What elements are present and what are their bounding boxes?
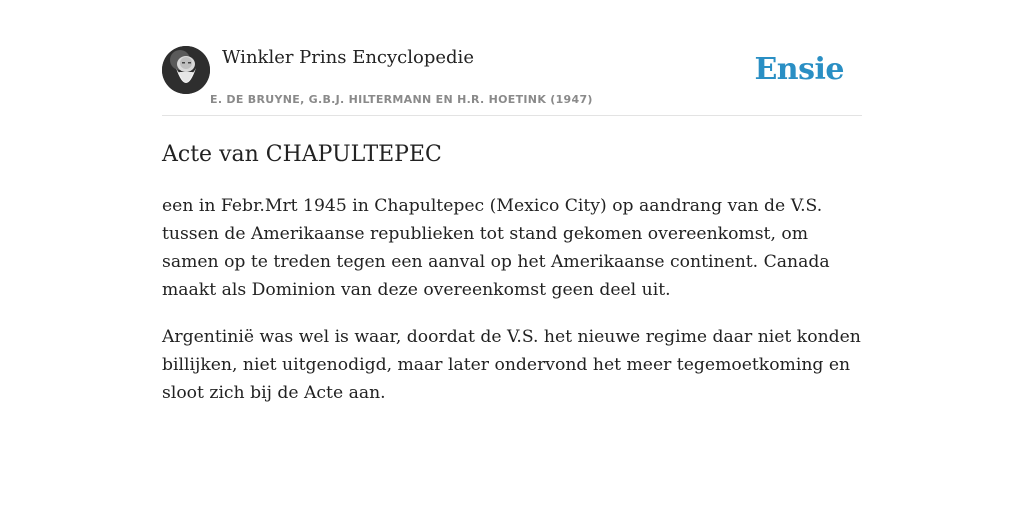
entry-title: Acte van CHAPULTEPEC	[162, 142, 442, 167]
ensie-logo[interactable]: Ensie	[754, 52, 844, 87]
entry-paragraph: een in Febr.Mrt 1945 in Chapultepec (Mexico City) op aandrang van de V.S. tussen de Amerikaanse republieken tot stand gekomen overeenkomst, om samen op te treden tegen een aanval op het Amerikaanse continent. Canada maakt als Dominion van deze overeenkomst geen deel uit.	[162, 196, 830, 300]
book-title[interactable]: Winkler Prins Encyclopedie	[222, 47, 474, 68]
bearded-portrait-icon	[162, 46, 210, 94]
entry-paragraph: Argentinië was wel is waar, doordat de V.S. het nieuwe regime daar niet konden billijken, niet uitgenodigd, maar later ondervond het meer tegemoetkoming en sloot zich bij de Acte aan.	[162, 327, 861, 403]
author-avatar[interactable]	[162, 46, 210, 94]
authors-line: E. DE BRUYNE, G.B.J. HILTERMANN EN H.R. HOETINK (1947)	[210, 93, 593, 106]
entry-body	[162, 192, 862, 426]
header	[162, 46, 862, 116]
